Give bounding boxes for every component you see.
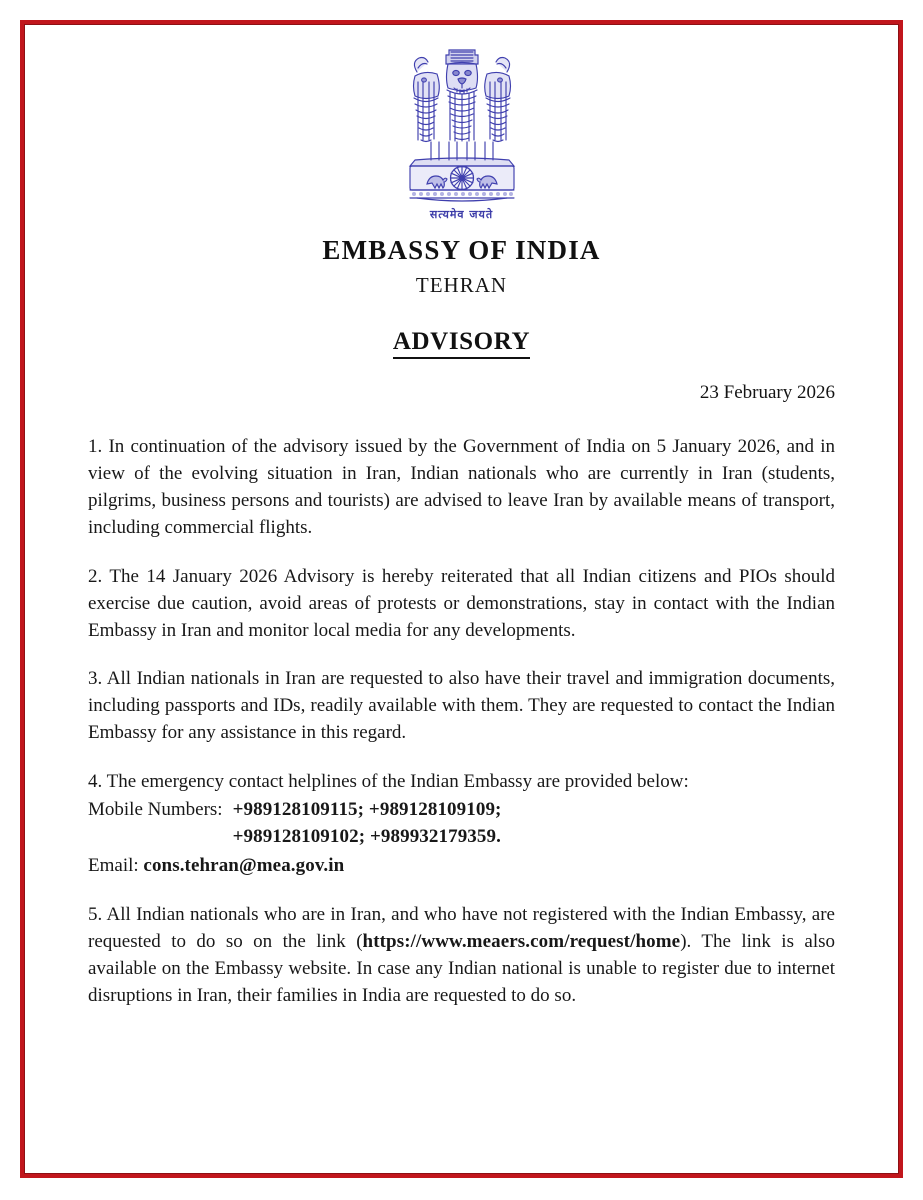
email-address[interactable]: cons.tehran@mea.gov.in — [143, 855, 345, 877]
document-body — [88, 434, 835, 1010]
organization-name: EMBASSY OF INDIA — [322, 235, 601, 265]
contact-lead-text: 4. The emergency contact helplines of the Indian Embassy are provided below: — [88, 771, 689, 793]
state-emblem-container — [88, 36, 835, 211]
document-title-text: ADVISORY — [393, 328, 530, 359]
document-date: 23 February 2026 — [699, 381, 835, 403]
email-label: Email: — [88, 855, 139, 877]
paragraph-5 — [88, 902, 835, 1010]
paragraph-1: 1. In continuation of the advisory issued by the Government of India on 5 January 2026, and in view of the evolving situation in Iran, Indian nationals who are currently in Iran (students, pilgrims, business persons and tourists) are advised to leave Iran by available means of transport, including commercial flights. — [88, 435, 835, 538]
mobile-numbers-values — [233, 797, 502, 851]
email-row — [88, 853, 835, 880]
paragraph-3: 3. All Indian nationals in Iran are requested to also have their travel and immigration documents, including passports and IDs, readily available with them. They are requested to contact the Indian Embassy for any assistance in this regard. — [88, 668, 835, 744]
paragraph-4-contact-block — [88, 769, 835, 880]
organization-city: TEHRAN — [415, 272, 508, 297]
mobile-numbers-row — [88, 797, 835, 851]
state-emblem-of-india-icon — [387, 36, 537, 211]
paragraph-5-part-2: ). The link is also available on the Embassy website. In case any Indian national is unable to register due to internet disruptions in Iran, their families in India are requested to do so. — [88, 931, 835, 1007]
mobile-numbers-line-2: +989128109102; +989932179359. — [232, 826, 501, 848]
paragraph-2: 2. The 14 January 2026 Advisory is hereby reiterated that all Indian citizens and PIOs should exercise due caution, avoid areas of protests or demonstrations, stay in contact with the Indian Embassy in Iran and monitor local media for any developments. — [88, 565, 835, 641]
mobile-numbers-line-1: +989128109115; +989128109109; — [232, 799, 502, 821]
document-title — [88, 328, 835, 356]
paragraph-5-part-1: 5. All Indian nationals who are in Iran, and who have not registered with the Indian Embassy, are requested to do so on the link ( — [88, 904, 835, 953]
mobile-numbers-label: Mobile Numbers: — [88, 799, 223, 821]
emblem-motto: सत्यमेव जयते — [429, 208, 494, 221]
registration-link[interactable]: https://www.meaers.com/request/home — [362, 931, 681, 953]
